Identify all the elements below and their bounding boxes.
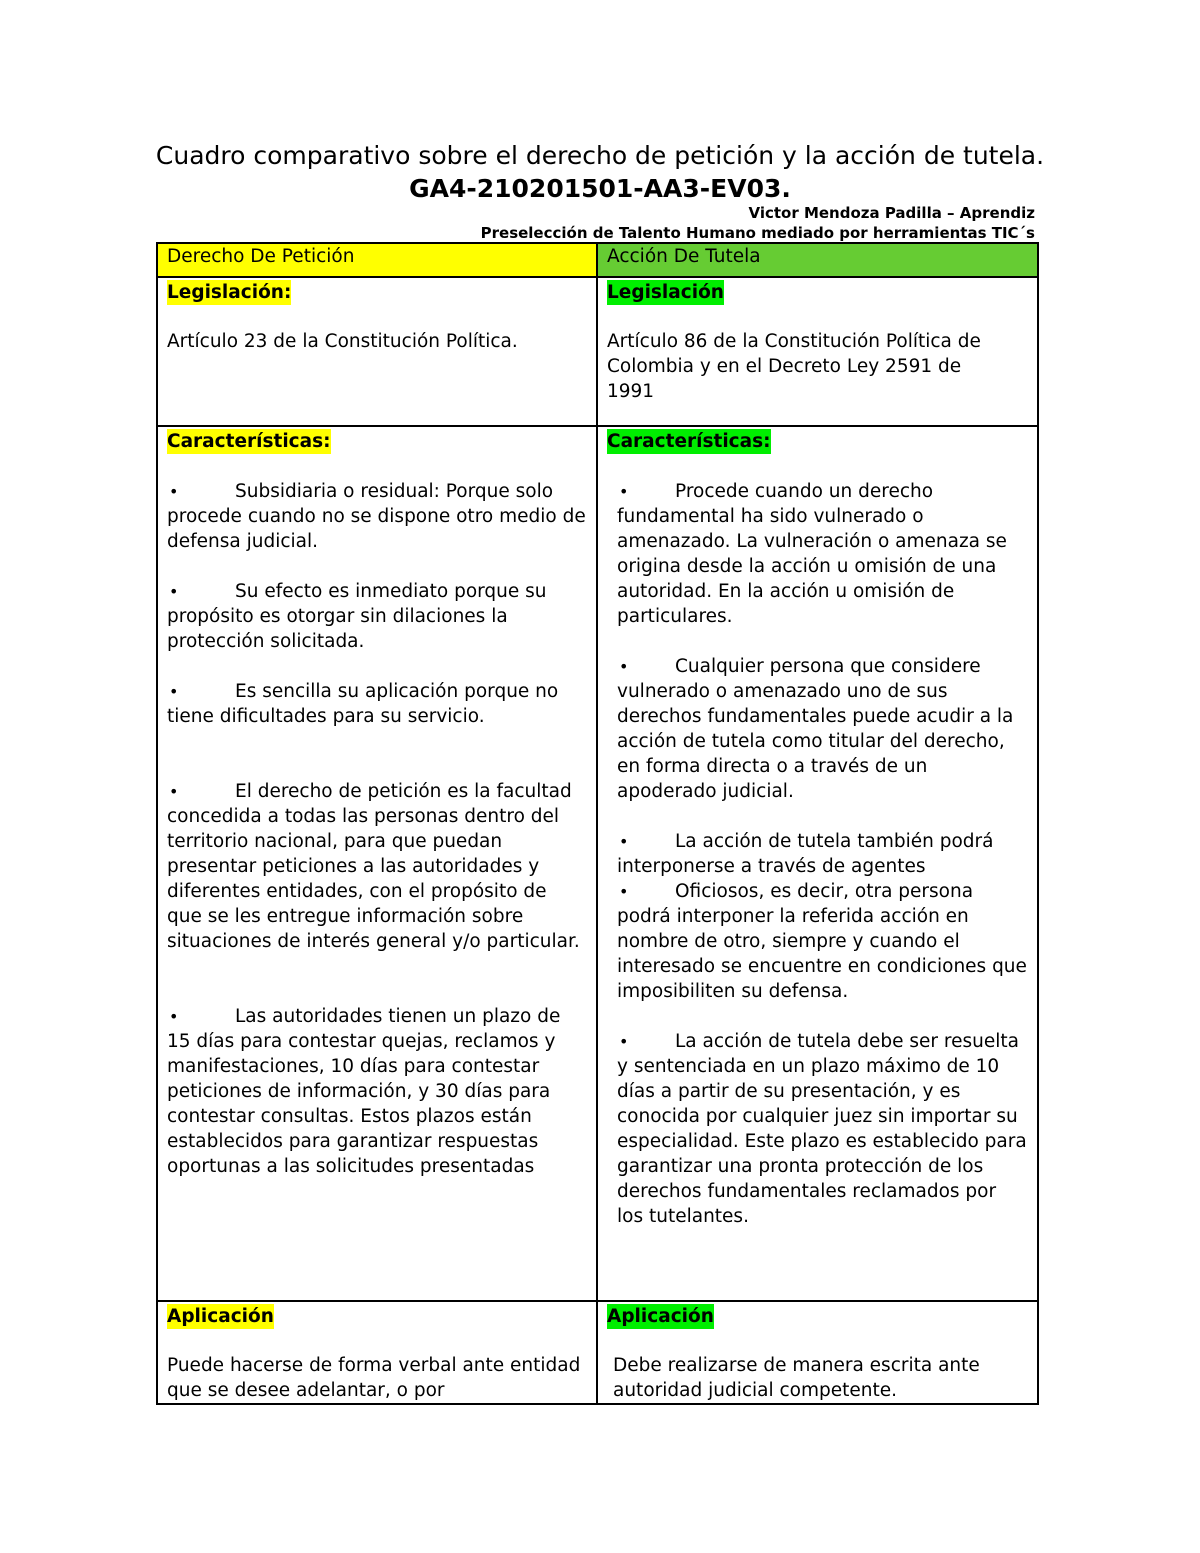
caracteristicas-left-label: Características: bbox=[167, 431, 331, 452]
aplicacion-right-label: Aplicación bbox=[607, 1306, 714, 1327]
activity-code: GA4-210201501-AA3-EV03. bbox=[409, 174, 791, 203]
document-title: Cuadro comparativo sobre el derecho de petición y la acción de tutela. bbox=[155, 141, 1045, 170]
legislacion-right-cell bbox=[597, 277, 1038, 426]
list-item: • Procede cuando un derecho fundamental ha sido vulnerado o amenazado. La vulneración o amenaza se origina desde la acción u omisión de una autoridad. En la acción u omisión de particulares. bbox=[617, 479, 1027, 629]
header-accion-tutela: Acción De Tutela bbox=[597, 243, 1038, 277]
caracteristicas-right-label: Características: bbox=[607, 431, 771, 452]
aplicacion-right-text: Debe realizarse de manera escrita ante autoridad judicial competente. bbox=[613, 1355, 980, 1401]
list-item: • Es sencilla su aplicación porque no tiene dificultades para su servicio. bbox=[167, 679, 586, 729]
legislacion-left-text: Artículo 23 de la Constitución Política. bbox=[167, 331, 518, 352]
aplicacion-row bbox=[157, 1301, 1038, 1404]
list-item: • Las autoridades tienen un plazo de 15 días para contestar quejas, reclamos y manifestaciones, 10 días para contestar peticiones de información, y 30 días para contestar consultas. Estos plazos están establecidos para garantizar respuestas oportunas a las solicitudes presentadas bbox=[167, 1004, 586, 1179]
list-item: • La acción de tutela también podrá interponerse a través de agentes bbox=[617, 829, 1027, 879]
legislacion-right-text: Artículo 86 de la Constitución Política de Colombia y en el Decreto Ley 2591 de 1991 bbox=[607, 331, 981, 402]
list-item: • Cualquier persona que considere vulnerado o amenazado uno de sus derechos fundamentales puede acudir a la acción de tutela como titular del derecho, en forma directa o a través de un apoderado judicial. bbox=[617, 654, 1027, 804]
list-item: • La acción de tutela debe ser resuelta y sentenciada en un plazo máximo de 10 días a partir de su presentación, y es conocida por cualquier juez sin importar su especialidad. Este plazo es establecido para garantizar una pronta protección de los derechos fundamentales reclamados por los tutelantes. bbox=[617, 1029, 1027, 1229]
list-item: • Subsidiaria o residual: Porque solo procede cuando no se dispone otro medio de defensa judicial. bbox=[167, 479, 586, 554]
legislacion-left-label: Legislación: bbox=[167, 282, 292, 303]
aplicacion-left-text: Puede hacerse de forma verbal ante entidad que se desee adelantar, o por bbox=[167, 1355, 581, 1401]
comparison-table bbox=[156, 242, 1039, 1405]
legislacion-row bbox=[157, 277, 1038, 426]
aplicacion-right-cell bbox=[597, 1301, 1038, 1404]
list-item: • El derecho de petición es la facultad concedida a todas las personas dentro del territorio nacional, para que puedan presentar peticiones a las autoridades y diferentes entidades, con el propósito de que se les entregue información sobre situaciones de interés general y/o particular. bbox=[167, 779, 586, 954]
aplicacion-left-cell bbox=[157, 1301, 597, 1404]
legislacion-right-label: Legislación bbox=[607, 282, 724, 303]
caracteristicas-left-cell bbox=[157, 426, 597, 1301]
program-line: Preselección de Talento Humano mediado por herramientas TIC´s bbox=[480, 224, 1035, 242]
author-line: Victor Mendoza Padilla – Aprendiz bbox=[748, 204, 1035, 222]
caracteristicas-row bbox=[157, 426, 1038, 1301]
caracteristicas-right-cell bbox=[597, 426, 1038, 1301]
list-item: • Oficiosos, es decir, otra persona podrá interponer la referida acción en nombre de otro, siempre y cuando el interesado se encuentre en condiciones que imposibiliten su defensa. bbox=[617, 879, 1027, 1004]
caracteristicas-right-list bbox=[607, 479, 1027, 1229]
aplicacion-left-label: Aplicación bbox=[167, 1306, 274, 1327]
header-row bbox=[157, 243, 1038, 277]
header-derecho-peticion: Derecho De Petición bbox=[157, 243, 597, 277]
caracteristicas-left-list bbox=[167, 479, 586, 1179]
list-item: • Su efecto es inmediato porque su propósito es otorgar sin dilaciones la protección solicitada. bbox=[167, 579, 586, 654]
legislacion-left-cell bbox=[157, 277, 597, 426]
